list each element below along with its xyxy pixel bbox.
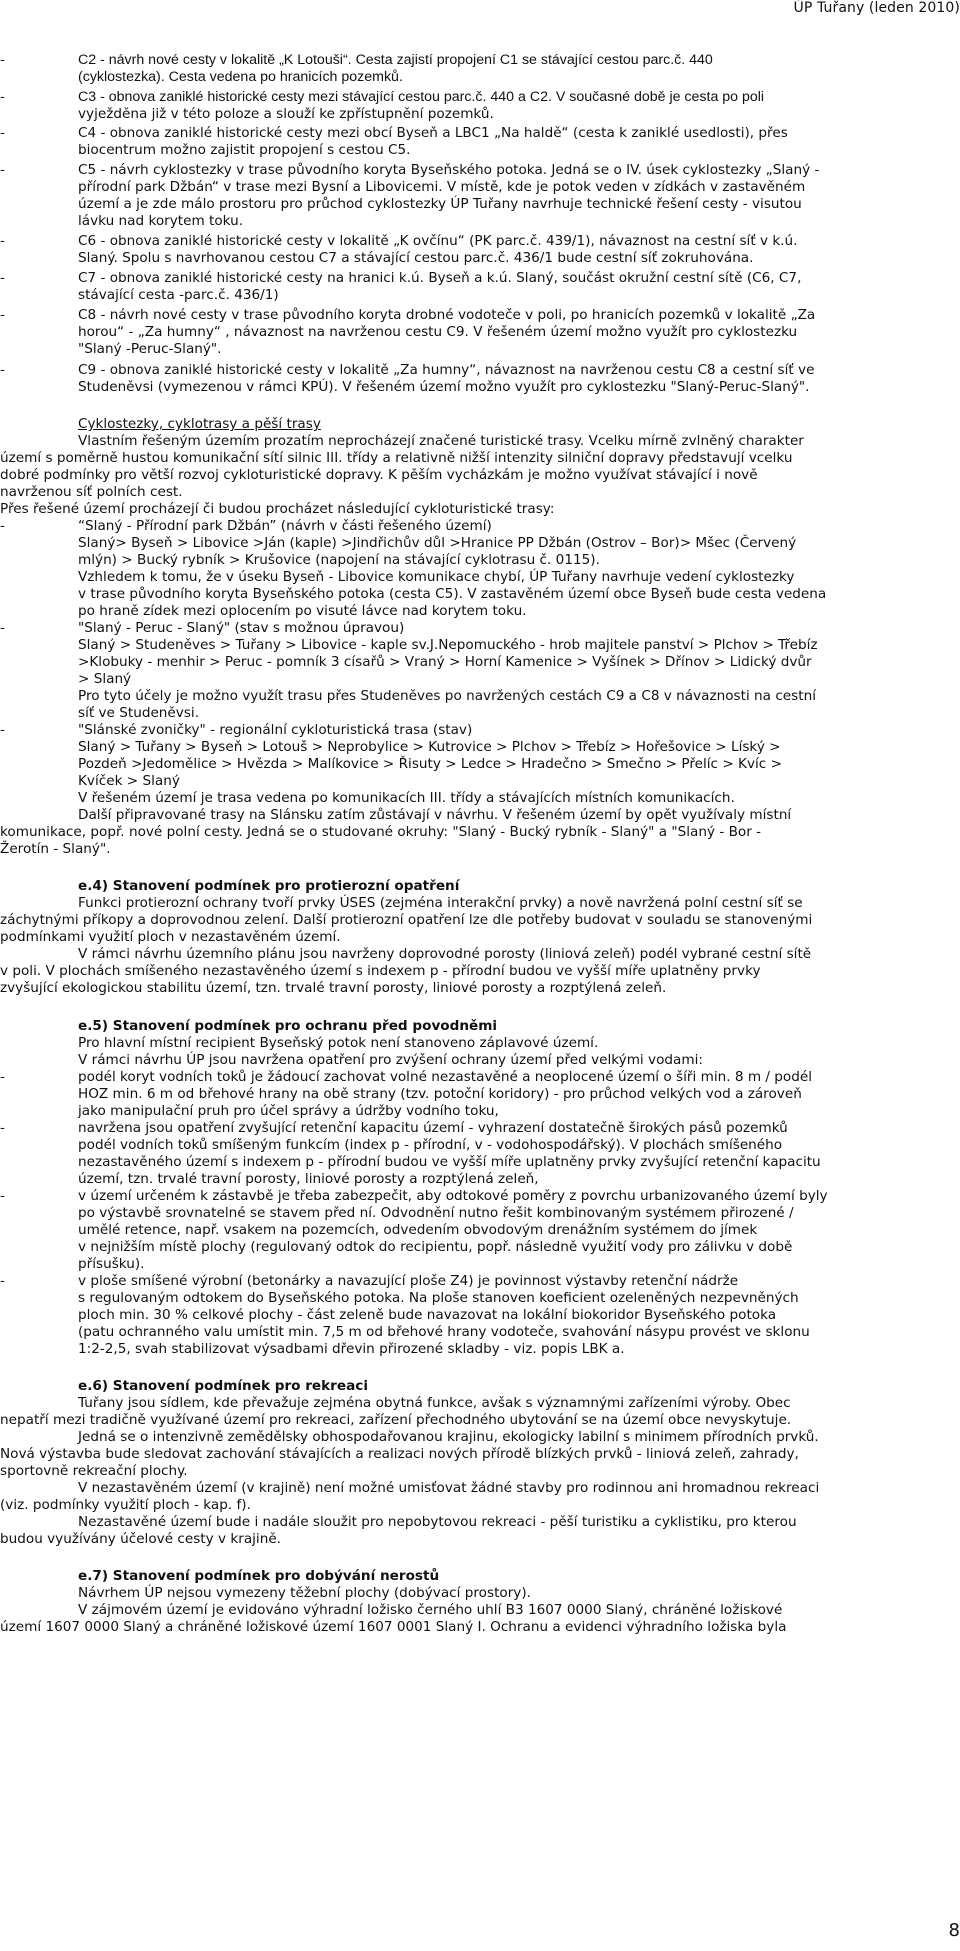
text-line: Funkci protierozní ochrany tvoří prvky ÚSES (zejména interakční prvky) a nově navržená polní cestní síť se (78, 895, 803, 911)
text-line: území 1607 0000 Slaný a chráněné ložiskové území 1607 0001 Slaný I. Ochranu a evidenci výhradního ložiska byla (0, 1619, 787, 1635)
text-line: (viz. podmínky využití ploch - kap. f). (0, 1497, 251, 1513)
text-line: (cyklostezka). Cesta vedena po hranicích pozemků. (78, 69, 403, 85)
text-line: Vzhledem k tomu, že v úseku Byseň - Libovice komunikace chybí, ÚP Tuřany navrhuje vedení cyklostezky (78, 569, 795, 585)
text-line: C3 - obnova zaniklé historické cesty mezi stávající cestou parc.č. 440 a C2. V současné době je cesta po poli (78, 89, 765, 105)
text-line: C2 - návrh nové cesty v lokalitě „K Lotouši“. Cesta zajistí propojení C1 se stávající cestou parc.č. 440 (78, 52, 713, 68)
text-line: v trase původního koryta Byseňského potoka (cesta C5). V zastavěném území obce Byseň bude cesta vedena (78, 586, 827, 602)
text-line: "Slaný -Peruc-Slaný". (78, 341, 222, 357)
list-bullet: - (0, 125, 5, 141)
text-line: Kvíček > Slaný (78, 773, 180, 789)
text-line: Vlastním řešeným územím prozatím neprocházejí značené turistické trasy. Vcelku mírně zvlněný charakter (78, 433, 804, 449)
text-line: biocentrum možno zajistit propojení s cestou C5. (78, 142, 411, 158)
text-line: Přes řešené území procházejí či budou procházet následující cykloturistické trasy: (0, 501, 555, 517)
text-line: horou“ - „Za humny“ , návaznost na navrženou cestu C9. V řešeném území možno využít pro cyklostezku (78, 324, 798, 340)
section-heading: e.6) Stanovení podmínek pro rekreaci (78, 1378, 368, 1394)
text-line: Slaný> Byseň > Libovice >Ján (kaple) >Jindřichův důl >Hranice PP Džbán (Ostrov – Bor)> Mšec (Červený (78, 535, 797, 551)
list-bullet: - (0, 722, 5, 738)
list-bullet: - (0, 52, 5, 68)
text-line: nepatří mezi tradičně využívané území pro rekreaci, zařízení přechodného ubytování se na území obce nevyskytuje. (0, 1412, 792, 1428)
list-bullet: - (0, 89, 5, 105)
text-line: po výstavbě srovnatelné se stavem před ní. Odvodnění nutno řešit kombinovaným systémem přirozené / (78, 1205, 794, 1221)
list-bullet: - (0, 620, 5, 636)
list-bullet: - (0, 233, 5, 249)
text-line: přírodní park Džbán“ v trase mezi Bysní a Libovicemi. V místě, kde je potok veden v zídkách v zastavěném (78, 179, 806, 195)
list-bullet: - (0, 1273, 5, 1289)
text-line: Další připravované trasy na Slánsku zatím zůstávají v návrhu. V řešeném území by opět využívaly místní (78, 807, 792, 823)
text-line: jako manipulační pruh pro účel správy a údržby vodního toku, (78, 1103, 499, 1119)
text-line: podmínkami využití ploch v nezastavěném území. (0, 929, 341, 945)
text-line: umělé retence, např. vsakem na pozemcích, odvedením obvodovým drenážním systémem do jímek (78, 1222, 758, 1238)
list-bullet: - (0, 518, 5, 534)
text-line: sportovně rekreační plochy. (0, 1463, 188, 1479)
text-line: Nová výstavba bude sledovat zachování stávajících a realizaci nových přírodě blízkých prvků - liniová zeleň, zahrady, (0, 1446, 799, 1462)
text-line: stávající cesta -parc.č. 436/1) (78, 287, 279, 303)
text-line: navrženou síť polních cest. (0, 484, 183, 500)
text-line: území a je zde málo prostoru pro průchod cyklostezky ÚP Tuřany navrhuje technické řešení cesty - visutou (78, 196, 802, 212)
text-line: C5 - návrh cyklostezky v trase původního koryta Byseňského potoka. Jedná se o IV. úsek cyklostezky „Slaný - (78, 162, 820, 178)
text-line: (patu ochranného valu umístit min. 7,5 m od břehové hrany vodoteče, svahování násypu provést ve sklonu (78, 1324, 810, 1340)
list-bullet: - (0, 307, 5, 323)
text-line: v poli. V plochách smíšeného nezastavěného území s indexem p - přírodní budou ve vyšší míře uplatněny prvky (0, 963, 761, 979)
text-line: V řešeném území je trasa vedena po komunikacích III. třídy a stávajících místních komunikacích. (78, 790, 735, 806)
section-heading: e.7) Stanovení podmínek pro dobývání nerostů (78, 1568, 440, 1584)
text-line: C4 - obnova zaniklé historické cesty mezi obcí Byseň a LBC1 „Na haldě“ (cesta k zaniklé usedlosti), přes (78, 125, 788, 141)
text-line: > Slaný (78, 671, 132, 687)
list-bullet: - (0, 270, 5, 286)
text-line: Pozdeň >Jedomělice > Hvězda > Malíkovice > Řisuty > Ledce > Hradečno > Smečno > Přelíc > Kvíc > (78, 756, 782, 772)
text-line: zvyšující ekologickou stabilitu území, tzn. trvalé travní porosty, liniové porosty a rozptýlená zeleň. (0, 980, 667, 996)
text-line: Pro tyto účely je možno využít trasu přes Studeněves po navržených cestách C9 a C8 v návaznosti na cestní (78, 688, 816, 704)
text-line: Tuřany jsou sídlem, kde převažuje zejména obytná funkce, avšak s významnými zařízeními výroby. Obec (78, 1395, 791, 1411)
text-line: V rámci návrhu ÚP jsou navržena opatření pro zvýšení ochrany území před velkými vodami: (78, 1052, 703, 1068)
text-line: mlýn) > Bucký rybník > Krušovice (napojení na stávající cyklotrasu č. 0115). (78, 552, 600, 568)
text-line: území, tzn. trvalé travní porosty, liniové porosty a rozptýlená zeleň, (78, 1171, 539, 1187)
text-line: nezastavěného území s indexem p - přírodní budou ve vyšší míře uplatněny prvky zvyšující retenční kapacitu (78, 1154, 821, 1170)
text-line: >Klobuky - menhir > Peruc - pomník 3 císařů > Vraný > Horní Kamenice > Vyšínek > Dřínov > Lidický dvůr (78, 654, 812, 670)
list-bullet: - (0, 1069, 5, 1085)
text-line: "Slánské zvoničky" - regionální cykloturistická trasa (stav) (78, 722, 473, 738)
running-header: ÚP Tuřany (leden 2010) (793, 0, 960, 16)
text-line: C9 - obnova zaniklé historické cesty v lokalitě „Za humny“, návaznost na navrženou cestu C8 a cestní síť ve (78, 362, 815, 378)
text-line: Žerotín - Slaný". (0, 841, 111, 857)
text-line: Slaný > Studeněves > Tuřany > Libovice - kaple sv.J.Nepomuckého - hrob majitele panství > Plchov > Třebíz (78, 637, 818, 653)
text-line: C6 - obnova zaniklé historické cesty v lokalitě „K ovčínu“ (PK parc.č. 439/1), návaznost na cestní síť v k.ú. (78, 233, 798, 249)
list-bullet: - (0, 162, 5, 178)
text-line: vyježděna již v této poloze a slouží ke zpřístupnění pozemků. (78, 106, 494, 122)
section-heading: e.5) Stanovení podmínek pro ochranu před povodněmi (78, 1018, 498, 1034)
list-bullet: - (0, 1188, 5, 1204)
text-line: přísušku). (78, 1256, 145, 1272)
text-line: “Slaný - Přírodní park Džbán” (návrh v části řešeného území) (78, 518, 492, 534)
text-line: V zájmovém území je evidováno výhradní ložisko černého uhlí B3 1607 0000 Slaný, chráněné ložiskové (78, 1602, 783, 1618)
text-line: komunikace, popř. nové polní cesty. Jedná se o studované okruhy: "Slaný - Bucký rybník - Slaný" a "Slaný - Bor - (0, 824, 762, 840)
text-line: síť ve Studeněvsi. (78, 705, 200, 721)
page-number: 8 (948, 1920, 960, 1941)
text-line: Slaný. Spolu s navrhovanou cestou C7 a stávající cestou parc.č. 436/1 bude cestní síť zokruhována. (78, 250, 754, 266)
text-line: ploch min. 30 % celkové plochy - část zeleně bude navazovat na lokální biokoridor Byseňského potoka (78, 1307, 777, 1323)
text-line: C8 - návrh nové cesty v trase původního koryta drobné vodoteče v poli, po hranicích pozemků v lokalitě „Za (78, 307, 816, 323)
list-bullet: - (0, 1120, 5, 1136)
text-line: v nejnižším místě plochy (regulovaný odtok do recipientu, popř. následně využití vody pro zálivku v době (78, 1239, 793, 1255)
text-line: podél vodních toků smíšeným funkcím (index p - přírodní, v - vodohospodářský). V plochách smíšeného (78, 1137, 783, 1153)
text-line: 1:2-2,5, svah stabilizovat výsadbami dřevin přirozené skladby - viz. popis LBK a. (78, 1341, 625, 1357)
text-line: s regulovaným odtokem do Byseňského potoka. Na ploše stanoven koeficient ozeleněných nezpevněných (78, 1290, 799, 1306)
text-line: záchytnými příkopy a doprovodnou zelení. Další protierozní opatření lze dle potřeby budovat v souladu se stanovenými (0, 912, 813, 928)
text-line: po hraně zídek mezi oplocením po visuté lávce nad korytem toku. (78, 603, 527, 619)
text-line: Pro hlavní místní recipient Byseňský potok není stanoveno záplavové území. (78, 1035, 599, 1051)
list-bullet: - (0, 362, 5, 378)
section-heading: e.4) Stanovení podmínek pro protierozní opatření (78, 878, 460, 894)
text-line: území s poměrně hustou komunikační sítí silnic III. třídy a relativně nižší intenzity silniční dopravy představují vcelku (0, 450, 793, 466)
text-line: budou využívány účelové cesty v krajině. (0, 1531, 282, 1547)
text-line: Jedná se o intenzivně zemědělsky obhospodařovanou krajinu, ekologicky labilní s minimem přírodních prvků. (78, 1429, 819, 1445)
text-line: v ploše smíšené výrobní (betonárky a navazující ploše Z4) je povinnost výstavby retenční nádrže (78, 1273, 739, 1289)
text-line: V nezastavěném území (v krajině) není možné umisťovat žádné stavby pro rodinnou ani hromadnou rekreaci (78, 1480, 820, 1496)
text-line: navržena jsou opatření zvyšující retenční kapacitu území - vyhrazení dostatečně širokých pásů pozemků (78, 1120, 788, 1136)
text-line: "Slaný - Peruc - Slaný" (stav s možnou úpravou) (78, 620, 405, 636)
text-line: dobré podmínky pro větší rozvoj cykloturistické dopravy. K pěším vycházkám je možno využívat stávající i nově (0, 467, 758, 483)
text-line: v území určeném k zástavbě je třeba zabezpečit, aby odtokové poměry z povrchu urbanizovaného území byly (78, 1188, 828, 1204)
text-line: podél koryt vodních toků je žádoucí zachovat volné nezastavěné a neoplocené území o šíři min. 8 m / podél (78, 1069, 813, 1085)
text-line: Návrhem ÚP nejsou vymezeny těžební plochy (dobývací prostory). (78, 1585, 531, 1601)
text-line: lávku nad korytem toku. (78, 213, 244, 229)
text-line: HOZ min. 6 m od břehové hrany na obě strany (tzv. potoční koridory) - pro průchod velkých vod a zároveň (78, 1086, 802, 1102)
text-line: Cyklostezky, cyklotrasy a pěší trasy (78, 416, 321, 432)
text-line: Studeněvsi (vymezenou v rámci KPÚ). V řešeném území možno využít pro cyklostezku "Slaný-Peruc-Slaný". (78, 379, 810, 395)
text-line: Nezastavěné území bude i nadále sloužit pro nepobytovou rekreaci - pěší turistiku a cyklistiku, pro kterou (78, 1514, 797, 1530)
text-line: Slaný > Tuřany > Byseň > Lotouš > Neprobylice > Kutrovice > Plchov > Třebíz > Hořešovice > Líský > (78, 739, 781, 755)
text-line: C7 - obnova zaniklé historické cesty na hranici k.ú. Byseň a k.ú. Slaný, součást okružní cestní sítě (C6, C7, (78, 270, 802, 286)
text-line: V rámci návrhu územního plánu jsou navrženy doprovodné porosty (liniová zeleň) podél vybrané cestní sítě (78, 946, 812, 962)
